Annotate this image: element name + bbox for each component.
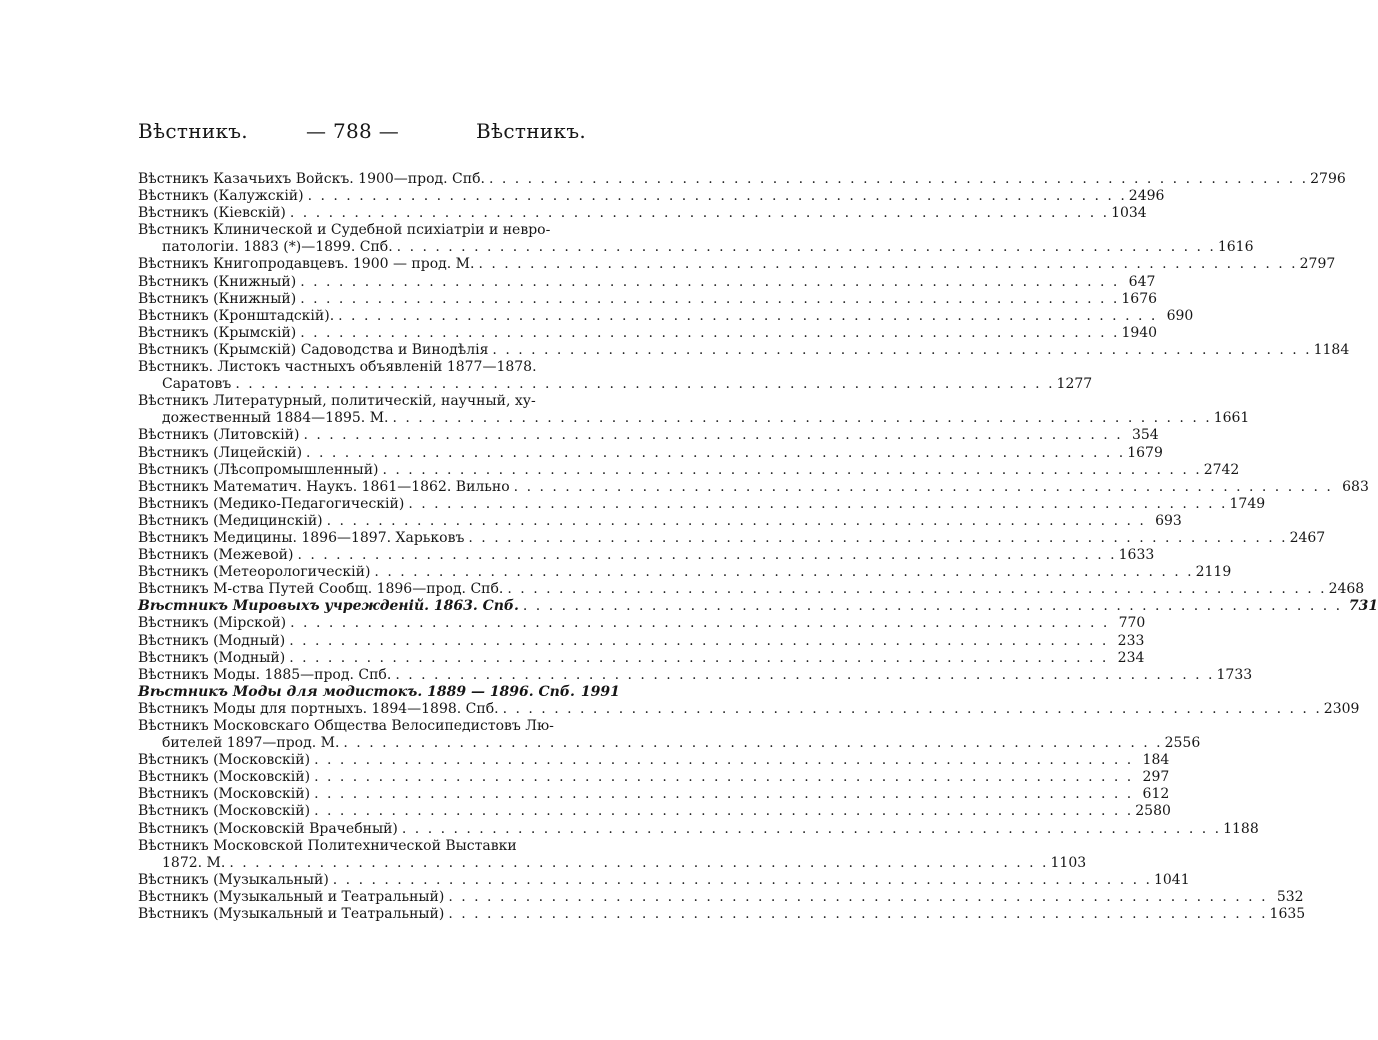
index-entry <box>138 324 1158 342</box>
dot-leader <box>339 735 1164 752</box>
dot-leader <box>323 513 1148 530</box>
index-entry <box>138 341 1350 359</box>
entry-title: Вѣстникъ Московскаго Общества Велосипедистовъ Лю- <box>138 718 554 734</box>
entry-number: 2119 <box>1195 564 1232 581</box>
dot-leader <box>519 598 1344 615</box>
entry-title: бителей 1897—прод. М. <box>162 735 340 752</box>
dot-leader <box>285 650 1110 667</box>
entry-title: Вѣстникъ (Московскій) <box>138 769 311 786</box>
dot-leader <box>379 462 1204 479</box>
index-entry <box>138 683 620 701</box>
dot-leader <box>474 256 1299 273</box>
entry-line <box>138 615 1146 632</box>
index-entry <box>138 649 1145 667</box>
dot-leader <box>310 769 1135 786</box>
entry-number: 2796 <box>1310 171 1346 187</box>
entry-line <box>138 393 586 410</box>
index-entry <box>138 820 1259 838</box>
entry-title: Вѣстникъ (Музыкальный и Театральный) <box>138 888 445 905</box>
entry-line <box>138 564 1232 581</box>
index-entry <box>138 581 1365 598</box>
entry-title: Вѣстникъ (Лѣсопромышленный) <box>138 461 379 478</box>
entry-line <box>138 444 1163 462</box>
index-entry <box>138 871 1190 889</box>
entry-line <box>138 171 1346 188</box>
entry-line <box>138 495 1266 513</box>
entry-line <box>138 478 1369 496</box>
header-right-title: Вѣстникъ. <box>476 119 586 143</box>
entry-line <box>138 512 1182 530</box>
entry-title: Вѣстникъ (Московскій) <box>138 786 311 803</box>
entry-line <box>138 205 1147 222</box>
entry-number: 2556 <box>1164 735 1201 752</box>
dot-leader <box>391 667 1216 684</box>
entry-line <box>138 581 1365 598</box>
entry-number: 1184 <box>1313 341 1350 358</box>
entry-title: дожественный 1884—1895. М. <box>162 410 389 427</box>
entry-number: 2468 <box>1328 581 1365 598</box>
entry-number: 1034 <box>1111 205 1147 222</box>
entry-number: 683 <box>1342 478 1369 495</box>
entry-title: 1872. М. <box>162 854 226 871</box>
entry-line <box>138 256 1336 273</box>
dot-leader <box>304 188 1129 205</box>
entry-title: Вѣстникъ Моды. 1885—прод. Спб. <box>138 666 392 683</box>
index-entry <box>138 273 1156 291</box>
entry-title: Вѣстникъ (Модный) <box>138 632 286 649</box>
entry-number: 1749 <box>1229 495 1266 512</box>
entry-title: Вѣстникъ (Крымскій) <box>138 324 297 341</box>
dot-leader <box>302 445 1127 462</box>
entry-line <box>138 769 1170 786</box>
index-entry <box>138 666 1253 684</box>
index-entry <box>138 598 1378 615</box>
entry-title: патологіи. 1883 (*)—1899. Спб. <box>162 239 393 256</box>
entry-line <box>138 786 1170 803</box>
index-entries <box>138 171 1378 923</box>
entry-line <box>138 735 1201 752</box>
entry-number: 1991 <box>580 683 620 700</box>
entry-number: 532 <box>1276 888 1304 905</box>
dot-leader <box>231 376 1056 393</box>
entry-number: 2467 <box>1289 529 1326 546</box>
entry-line <box>138 906 1306 923</box>
entry-line <box>138 888 1304 906</box>
entry-title: Вѣстникъ М-ства Путей Сообщ. 1896—прод. Спб. <box>138 581 504 598</box>
entry-line <box>138 222 586 239</box>
entry-title: Вѣстникъ (Московскій Врачебный) <box>138 820 398 837</box>
dot-leader <box>225 855 1050 872</box>
index-entry <box>138 222 1254 256</box>
dot-leader <box>464 530 1289 547</box>
entry-line <box>138 547 1155 564</box>
index-entry <box>138 906 1306 923</box>
dot-leader <box>503 581 1328 598</box>
dot-leader <box>296 325 1121 342</box>
entry-line <box>138 529 1326 547</box>
entry-line <box>138 666 1253 684</box>
index-entry <box>138 786 1170 803</box>
entry-number: 2742 <box>1203 461 1240 478</box>
entry-title: Вѣстникъ Моды для модистокъ. 1889 — 1896. Спб. <box>138 683 575 700</box>
dot-leader <box>286 615 1111 632</box>
dot-leader <box>488 342 1313 359</box>
index-entry <box>138 171 1346 188</box>
entry-title: Вѣстникъ Медицины. 1896—1897. Харьковъ <box>138 529 465 546</box>
entry-title: Вѣстникъ (Мірской) <box>138 615 287 632</box>
entry-title: Вѣстникъ (Медико-Педагогическій) <box>138 495 405 512</box>
index-entry <box>138 718 1201 752</box>
index-entry <box>138 615 1146 632</box>
entry-title: Вѣстникъ (Музыкальный) <box>138 871 329 888</box>
entry-number: 693 <box>1155 512 1182 529</box>
entry-line <box>138 649 1145 667</box>
dot-leader <box>310 803 1135 820</box>
entry-line <box>138 598 1378 615</box>
entry-number: 690 <box>1166 307 1194 324</box>
entry-title: Вѣстникъ (Литовскій) <box>138 427 300 444</box>
index-entry <box>138 256 1336 273</box>
entry-title: Вѣстникъ. Листокъ частныхъ объявленій 1877—1878. <box>138 359 537 376</box>
index-entry <box>138 290 1158 308</box>
entry-line <box>138 410 1250 427</box>
entry-line <box>138 700 1360 718</box>
index-entry <box>138 427 1159 444</box>
entry-title: Вѣстникъ (Московскій) <box>138 803 311 820</box>
entry-number: 1676 <box>1121 290 1158 307</box>
dot-leader <box>485 171 1310 188</box>
entry-line <box>138 854 1087 872</box>
index-entry <box>138 700 1360 718</box>
entry-number: 2580 <box>1135 803 1171 820</box>
dot-leader <box>293 547 1118 564</box>
entry-number: 354 <box>1131 427 1159 444</box>
index-entry <box>138 188 1165 205</box>
entry-title: Вѣстникъ (Книжный) <box>138 273 297 290</box>
entry-title: Вѣстникъ Московской Политехнической Выставки <box>138 837 517 854</box>
index-entry <box>138 632 1145 650</box>
entry-number: 1188 <box>1223 820 1259 837</box>
entry-line <box>138 838 586 855</box>
dot-leader <box>310 752 1135 769</box>
entry-number: 234 <box>1117 649 1145 666</box>
entry-line <box>138 359 586 376</box>
entry-title: Вѣстникъ (Лицейскій) <box>138 444 303 461</box>
dot-leader <box>329 872 1154 889</box>
entry-line <box>138 752 1170 769</box>
entry-line <box>138 803 1171 820</box>
entry-title: Вѣстникъ Клинической и Судебной психіатріи и невро- <box>138 222 551 239</box>
entry-title: Вѣстникъ Казачьихъ Войскъ. 1900—прод. Спб. <box>138 171 485 187</box>
entry-title: Вѣстникъ (Межевой) <box>138 547 294 564</box>
dot-leader <box>296 274 1121 291</box>
entry-number: 647 <box>1128 273 1156 290</box>
entry-number: 2797 <box>1299 256 1336 273</box>
entry-title: Вѣстникъ (Кронштадскій). <box>138 307 335 324</box>
index-entry <box>138 837 1087 872</box>
entry-line <box>138 273 1156 291</box>
entry-line <box>138 718 586 735</box>
entry-title: Вѣстникъ (Музыкальный и Театральный) <box>138 906 445 923</box>
entry-number: 233 <box>1117 632 1145 649</box>
dot-leader <box>296 291 1121 308</box>
dot-leader <box>286 205 1111 222</box>
entry-number: 1277 <box>1056 376 1093 393</box>
entry-number: 1679 <box>1127 444 1163 461</box>
header-left-title: Вѣстникъ. <box>138 119 248 143</box>
entry-number: 2496 <box>1128 188 1165 205</box>
index-entry <box>138 529 1326 547</box>
index-entry <box>138 803 1171 820</box>
entry-line <box>138 461 1240 479</box>
index-entry <box>138 307 1194 325</box>
entry-line <box>138 290 1158 308</box>
index-entry <box>138 478 1369 496</box>
index-entry <box>138 393 1250 427</box>
entry-number: 184 <box>1142 752 1170 769</box>
entry-title: Вѣстникъ (Кіевскій) <box>138 205 286 222</box>
entry-title: Вѣстникъ Математич. Наукъ. 1861—1862. Вильно <box>138 478 510 495</box>
entry-line <box>138 820 1259 838</box>
dot-leader <box>299 427 1124 444</box>
index-entry <box>138 461 1240 479</box>
entry-number: 297 <box>1142 769 1170 786</box>
entry-number: 770 <box>1118 615 1146 632</box>
entry-number: 2309 <box>1323 700 1360 717</box>
entry-title: Вѣстникъ (Метеорологическій) <box>138 564 371 581</box>
entry-title: Вѣстникъ Мировыхъ учрежденій. 1863. Спб. <box>138 598 519 615</box>
entry-title: Вѣстникъ (Медицинскій) <box>138 512 323 529</box>
entry-number: 612 <box>1142 786 1170 803</box>
index-entry <box>138 888 1304 906</box>
dot-leader <box>310 786 1135 803</box>
entry-number: 1633 <box>1118 547 1155 564</box>
dot-leader <box>285 633 1110 650</box>
entry-number: 1661 <box>1213 410 1250 427</box>
index-entry <box>138 205 1147 222</box>
dot-leader <box>398 821 1223 838</box>
entry-line <box>138 427 1159 444</box>
entry-number: 1616 <box>1217 239 1254 256</box>
entry-number: 1635 <box>1269 906 1306 923</box>
entry-title: Вѣстникъ Литературный, политическій, научный, ху- <box>138 393 536 410</box>
page-number: — 788 — <box>306 119 399 143</box>
entry-number: 1733 <box>1216 666 1253 683</box>
entry-title: Вѣстникъ (Модный) <box>138 649 286 666</box>
entry-title: Вѣстникъ Книгопродавцевъ. 1900 — прод. М. <box>138 256 475 273</box>
index-entry <box>138 564 1232 581</box>
index-entry <box>138 444 1163 462</box>
dot-leader <box>389 410 1214 427</box>
entry-line <box>138 324 1158 342</box>
dot-leader <box>510 479 1335 496</box>
entry-title: Вѣстникъ (Книжный) <box>138 290 297 307</box>
dot-leader <box>499 701 1324 718</box>
index-entry <box>138 495 1266 513</box>
entry-number: 1103 <box>1050 854 1087 871</box>
dot-leader <box>444 906 1269 923</box>
dot-leader <box>404 496 1229 513</box>
dot-leader <box>334 308 1159 325</box>
entry-number: 731 <box>1348 598 1378 615</box>
dot-leader <box>444 889 1269 906</box>
index-entry <box>138 752 1170 769</box>
entry-line <box>138 632 1145 650</box>
entry-line <box>138 683 620 701</box>
entry-number: 1041 <box>1153 871 1190 888</box>
index-entry <box>138 547 1155 564</box>
entry-line <box>138 341 1350 359</box>
entry-line <box>138 376 1093 393</box>
running-header <box>138 119 586 149</box>
entry-title: Вѣстникъ (Калужскій) <box>138 188 304 205</box>
index-entry <box>138 359 1093 393</box>
entry-number: 1940 <box>1121 324 1158 341</box>
dot-leader <box>393 239 1218 256</box>
dot-leader <box>370 564 1195 581</box>
index-entry <box>138 512 1182 530</box>
index-entry <box>138 769 1170 786</box>
entry-line <box>138 307 1194 325</box>
entry-line <box>138 871 1190 889</box>
entry-line <box>138 239 1254 256</box>
entry-title: Вѣстникъ (Московскій) <box>138 752 311 769</box>
entry-title: Вѣстникъ (Крымскій) Садоводства и Винодѣлія <box>138 341 489 358</box>
entry-title: Саратовъ <box>162 376 232 393</box>
entry-line <box>138 188 1165 205</box>
entry-title: Вѣстникъ Моды для портныхъ. 1894—1898. Спб. <box>138 700 499 717</box>
